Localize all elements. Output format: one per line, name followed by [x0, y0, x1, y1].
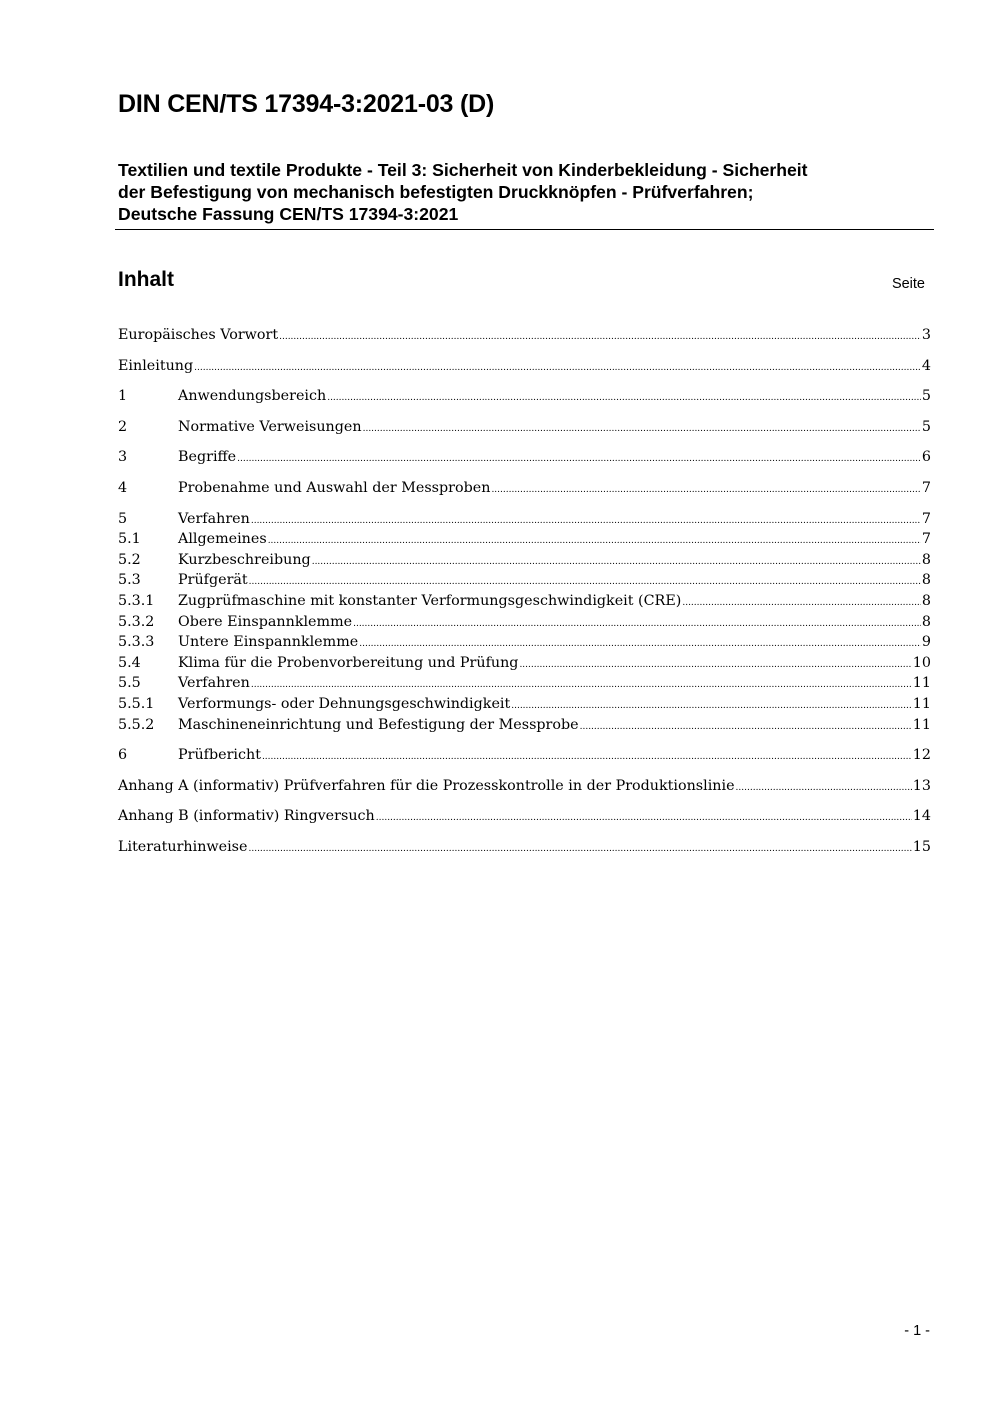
toc-entry-page: 14: [912, 808, 931, 825]
toc-dot-leader: [491, 480, 920, 501]
toc-dot-leader: [262, 747, 912, 768]
toc-entry-page: 7: [921, 479, 931, 496]
toc-dot-leader: [268, 531, 921, 552]
toc-entry[interactable]: [118, 356, 931, 377]
toc-entry-page: 15: [912, 838, 931, 855]
toc-entry-page: 3: [921, 327, 931, 343]
subtitle-line-3: Deutsche Fassung CEN/TS 17394-3:2021: [118, 204, 459, 224]
toc-dot-leader: [248, 839, 911, 860]
toc-entry-number: 5.5: [118, 675, 141, 692]
toc-entry-page: 8: [921, 613, 931, 630]
toc-entry-label: Einleitung: [118, 357, 194, 374]
toc-entry[interactable]: [118, 673, 931, 694]
toc-entry[interactable]: [118, 550, 931, 571]
toc-entry-label: Probenahme und Auswahl der Messproben: [178, 479, 491, 496]
toc-entry[interactable]: [118, 694, 931, 715]
toc-dot-leader: [736, 778, 912, 799]
toc-entry-label: Anhang B (informativ) Ringversuch: [118, 808, 375, 825]
toc-entry-page: 4: [921, 357, 931, 374]
toc-entry-page: 8: [921, 592, 931, 609]
toc-entry[interactable]: [118, 570, 931, 591]
toc-entry[interactable]: [118, 478, 931, 499]
toc-entry-page: 12: [912, 747, 931, 764]
toc-entry-number: 2: [118, 418, 128, 435]
toc-entry-label: Untere Einspannklemme: [178, 634, 359, 651]
toc-dot-leader: [511, 696, 912, 717]
toc-dot-leader: [363, 419, 921, 440]
toc-dot-leader: [251, 675, 912, 696]
toc-entry-label: Anhang A (informativ) Prüfverfahren für die Prozesskontrolle in der Produktionslinie: [118, 777, 735, 794]
toc-entry[interactable]: [118, 632, 931, 653]
toc-entry-number: 5.2: [118, 551, 141, 568]
subtitle-line-2: der Befestigung von mechanisch befestigten Druckknöpfen - Prüfverfahren;: [118, 182, 754, 202]
toc-entry-page: 8: [921, 572, 931, 589]
toc-entry-label: Verfahren: [178, 675, 250, 692]
toc-dot-leader: [359, 634, 921, 655]
toc-entry-page: 13: [912, 777, 931, 794]
toc-entry-label: Obere Einspannklemme: [178, 613, 353, 630]
toc-entry[interactable]: [118, 417, 931, 438]
toc-entry-label: Klima für die Probenvorbereitung und Prüfung: [178, 654, 519, 671]
toc-entry-number: 5.3.1: [118, 592, 155, 609]
subtitle-line-1: Textilien und textile Produkte - Teil 3: Sicherheit von Kinderbekleidung - Sicherheit: [118, 160, 808, 180]
page-number: - 1 -: [904, 1323, 930, 1339]
toc-entry-page: 11: [912, 716, 931, 733]
toc-entry-number: 1: [118, 388, 128, 405]
title-divider: [115, 229, 934, 230]
toc-entry-label: Normative Verweisungen: [178, 418, 362, 435]
toc-entry-page: 7: [921, 510, 931, 527]
toc-entry-page: 11: [912, 675, 931, 692]
toc-entry-page: 5: [921, 388, 931, 405]
toc-entry-label: Verfahren: [178, 510, 250, 527]
table-of-contents: [118, 325, 931, 857]
toc-entry-label: Begriffe: [178, 449, 237, 466]
toc-entry-number: 5.3.3: [118, 634, 155, 651]
toc-entry-label: Prüfgerät: [178, 572, 248, 589]
toc-entry-page: 10: [912, 654, 931, 671]
toc-entry[interactable]: [118, 529, 931, 550]
toc-dot-leader: [353, 614, 921, 635]
toc-dot-leader: [194, 358, 921, 379]
document-subtitle: [118, 159, 933, 225]
toc-entry-number: 6: [118, 747, 128, 764]
toc-entry-label: Allgemeines: [178, 531, 267, 548]
toc-dot-leader: [580, 717, 912, 738]
toc-entry-page: 9: [921, 634, 931, 651]
toc-entry-number: 5.1: [118, 531, 141, 548]
toc-entry[interactable]: [118, 837, 931, 858]
toc-entry[interactable]: [118, 509, 931, 530]
toc-entry-label: Literaturhinweise: [118, 838, 248, 855]
toc-entry-page: 5: [921, 418, 931, 435]
toc-entry-number: 5.4: [118, 654, 141, 671]
toc-entry-label: Kurzbeschreibung: [178, 551, 311, 568]
toc-entry-label: Verformungs- oder Dehnungsgeschwindigkeit: [178, 695, 511, 712]
toc-entry-number: 5.5.1: [118, 695, 155, 712]
toc-heading: Inhalt: [118, 268, 174, 291]
toc-entry-number: 3: [118, 449, 128, 466]
toc-entry[interactable]: [118, 806, 931, 827]
toc-entry-label: Maschineneinrichtung und Befestigung der Messprobe: [178, 716, 579, 733]
toc-dot-leader: [279, 327, 921, 348]
toc-entry-number: 5: [118, 510, 128, 527]
toc-entry-page: 7: [921, 531, 931, 548]
toc-entry-number: 5.3: [118, 572, 141, 589]
toc-dot-leader: [682, 593, 921, 614]
toc-entry[interactable]: [118, 612, 931, 633]
toc-entry[interactable]: [118, 745, 931, 766]
toc-entry-label: Europäisches Vorwort: [118, 327, 279, 343]
toc-dot-leader: [249, 572, 921, 593]
toc-dot-leader: [376, 808, 912, 829]
toc-entry[interactable]: [118, 715, 931, 736]
toc-entry-number: 5.3.2: [118, 613, 155, 630]
toc-entry[interactable]: [118, 325, 931, 346]
toc-entry-page: 6: [921, 449, 931, 466]
toc-dot-leader: [519, 655, 911, 676]
toc-dot-leader: [312, 552, 921, 573]
toc-entry-number: 4: [118, 479, 128, 496]
toc-entry[interactable]: [118, 653, 931, 674]
toc-entry-label: Prüfbericht: [178, 747, 261, 764]
toc-entry[interactable]: [118, 591, 931, 612]
toc-entry-page: 8: [921, 551, 931, 568]
toc-entry-label: Anwendungsbereich: [178, 388, 327, 405]
toc-entry[interactable]: [118, 447, 931, 468]
toc-entry-number: 5.5.2: [118, 716, 155, 733]
document-title: DIN CEN/TS 17394-3:2021-03 (D): [118, 90, 495, 118]
toc-entry-label: Zugprüfmaschine mit konstanter Verformungsgeschwindigkeit (CRE): [178, 592, 682, 609]
toc-entry[interactable]: [118, 386, 931, 407]
toc-entry-page: 11: [912, 695, 931, 712]
toc-entry[interactable]: [118, 776, 931, 797]
toc-dot-leader: [327, 388, 921, 409]
toc-page-column-label: Seite: [891, 276, 925, 292]
toc-dot-leader: [251, 511, 921, 532]
toc-dot-leader: [237, 449, 921, 470]
